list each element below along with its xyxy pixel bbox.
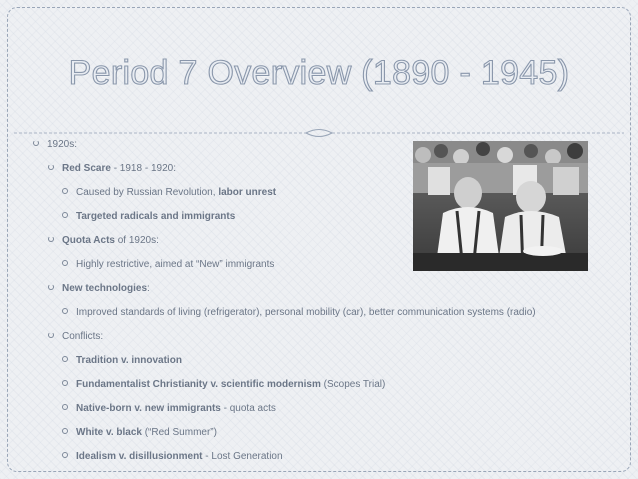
- bullet-marker-icon: [48, 164, 54, 170]
- bullet-text: New technologies: [62, 283, 148, 294]
- bullet-text: - Lost Generation: [202, 451, 283, 462]
- bullet-text: Idealism v. disillusionment: [76, 451, 203, 462]
- bullet-item: [62, 307, 536, 319]
- bullet-text: Tradition v. innovation: [76, 355, 182, 366]
- bullet-text: Caused by Russian Revolution,: [76, 187, 219, 198]
- bullet-item: [48, 163, 176, 175]
- bullet-marker-icon: [48, 236, 54, 242]
- bullet-text: Quota Acts: [62, 235, 115, 246]
- bullet-marker-icon: [62, 428, 68, 434]
- bullet-marker-icon: [62, 404, 68, 410]
- bullet-text: 1920s:: [47, 139, 78, 150]
- bullet-marker-icon: [62, 308, 68, 314]
- bullet-item: [62, 211, 235, 223]
- bullet-text: Targeted radicals and immigrants: [76, 211, 236, 222]
- bullet-marker-icon: [62, 380, 68, 386]
- bullet-item: [62, 427, 217, 439]
- bullet-text: of 1920s:: [114, 235, 159, 246]
- bullet-marker-icon: [33, 140, 39, 146]
- bullet-text: - quota acts: [220, 403, 276, 414]
- bullet-marker-icon: [62, 452, 68, 458]
- bullet-item: [48, 331, 103, 343]
- bullet-text: - 1918 - 1920:: [110, 163, 176, 174]
- bullet-text: (Scopes Trial): [320, 379, 386, 390]
- bullet-item: [62, 403, 276, 415]
- bullet-text: Highly restrictive, aimed at “New” immigrants: [76, 259, 275, 270]
- bullet-marker-icon: [62, 188, 68, 194]
- bullet-text: Fundamentalist Christianity v. scientific modernism: [76, 379, 321, 390]
- slide-title: Period 7 Overview (1890 - 1945): [68, 54, 570, 92]
- bullet-text: Red Scare: [62, 163, 111, 174]
- bullet-item: [48, 235, 159, 247]
- bullet-marker-icon: [62, 212, 68, 218]
- bullet-item: [62, 259, 274, 271]
- bullet-item: [62, 451, 283, 463]
- bullet-marker-icon: [62, 356, 68, 362]
- bullet-text: labor unrest: [218, 187, 277, 198]
- bullet-item: [62, 187, 276, 199]
- bullet-text: Native-born v. new immigrants: [76, 403, 221, 414]
- bullet-item: [33, 139, 77, 151]
- bullet-item: [62, 379, 385, 391]
- bullet-marker-icon: [48, 284, 54, 290]
- bullet-item: [48, 283, 150, 295]
- bullet-marker-icon: [48, 332, 54, 338]
- bullet-text: Conflicts:: [62, 331, 104, 342]
- bullet-text: White v. black: [76, 427, 142, 438]
- bullet-item: [62, 355, 182, 367]
- bullet-text: Improved standards of living (refrigerator), personal mobility (car), better communication systems (radio): [76, 307, 536, 318]
- bullet-text: :: [147, 283, 150, 294]
- bullet-marker-icon: [62, 260, 68, 266]
- bullet-text: (“Red Summer”): [141, 427, 217, 438]
